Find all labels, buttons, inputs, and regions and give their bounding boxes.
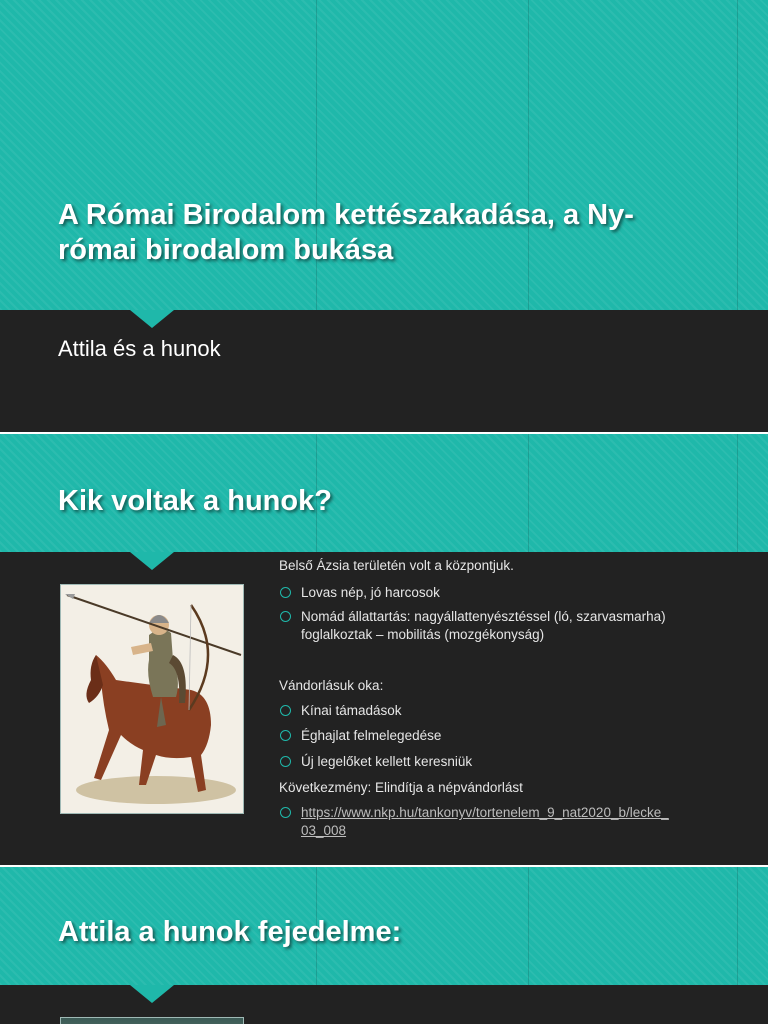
list-item: Lovas nép, jó harcosok bbox=[279, 584, 739, 602]
list-item: Éghajlat felmelegedése bbox=[279, 727, 739, 745]
consequence-line: Következmény: Elindítja a népvándorlást bbox=[279, 780, 523, 795]
slide-huns bbox=[0, 434, 768, 865]
attila-image bbox=[60, 1017, 244, 1024]
slide-attila bbox=[0, 867, 768, 1024]
slide-heading: Attila a hunok fejedelme: bbox=[58, 916, 402, 948]
intro-line: Belső Ázsia területén volt a központjuk. bbox=[279, 558, 514, 573]
list-item: Kínai támadások bbox=[279, 702, 739, 720]
band-notch bbox=[130, 552, 174, 570]
band-notch bbox=[130, 985, 174, 1003]
list-item: Új legelőket kellett keresniük bbox=[279, 753, 739, 771]
list-item: Nomád állattartás: nagyállattenyésztéssel (ló, szarvasmarha) foglalkoztak – mobilitás (mozgékonyság) bbox=[279, 608, 739, 644]
hun-horseman-image bbox=[60, 584, 244, 814]
slide-heading: Kik voltak a hunok? bbox=[58, 485, 332, 517]
list-item bbox=[279, 804, 739, 840]
reasons-heading: Vándorlásuk oka: bbox=[279, 678, 384, 693]
slide-subtitle: Attila és a hunok bbox=[58, 336, 221, 361]
dark-band bbox=[0, 310, 768, 432]
lesson-link[interactable]: https://www.nkp.hu/tankonyv/tortenelem_9_nat2020_b/lecke_ 03_008 bbox=[301, 805, 669, 838]
slide-title bbox=[0, 0, 768, 432]
band-notch bbox=[130, 310, 174, 328]
slide-title-heading: A Római Birodalom kettészakadása, a Ny- római birodalom bukása bbox=[58, 199, 634, 267]
